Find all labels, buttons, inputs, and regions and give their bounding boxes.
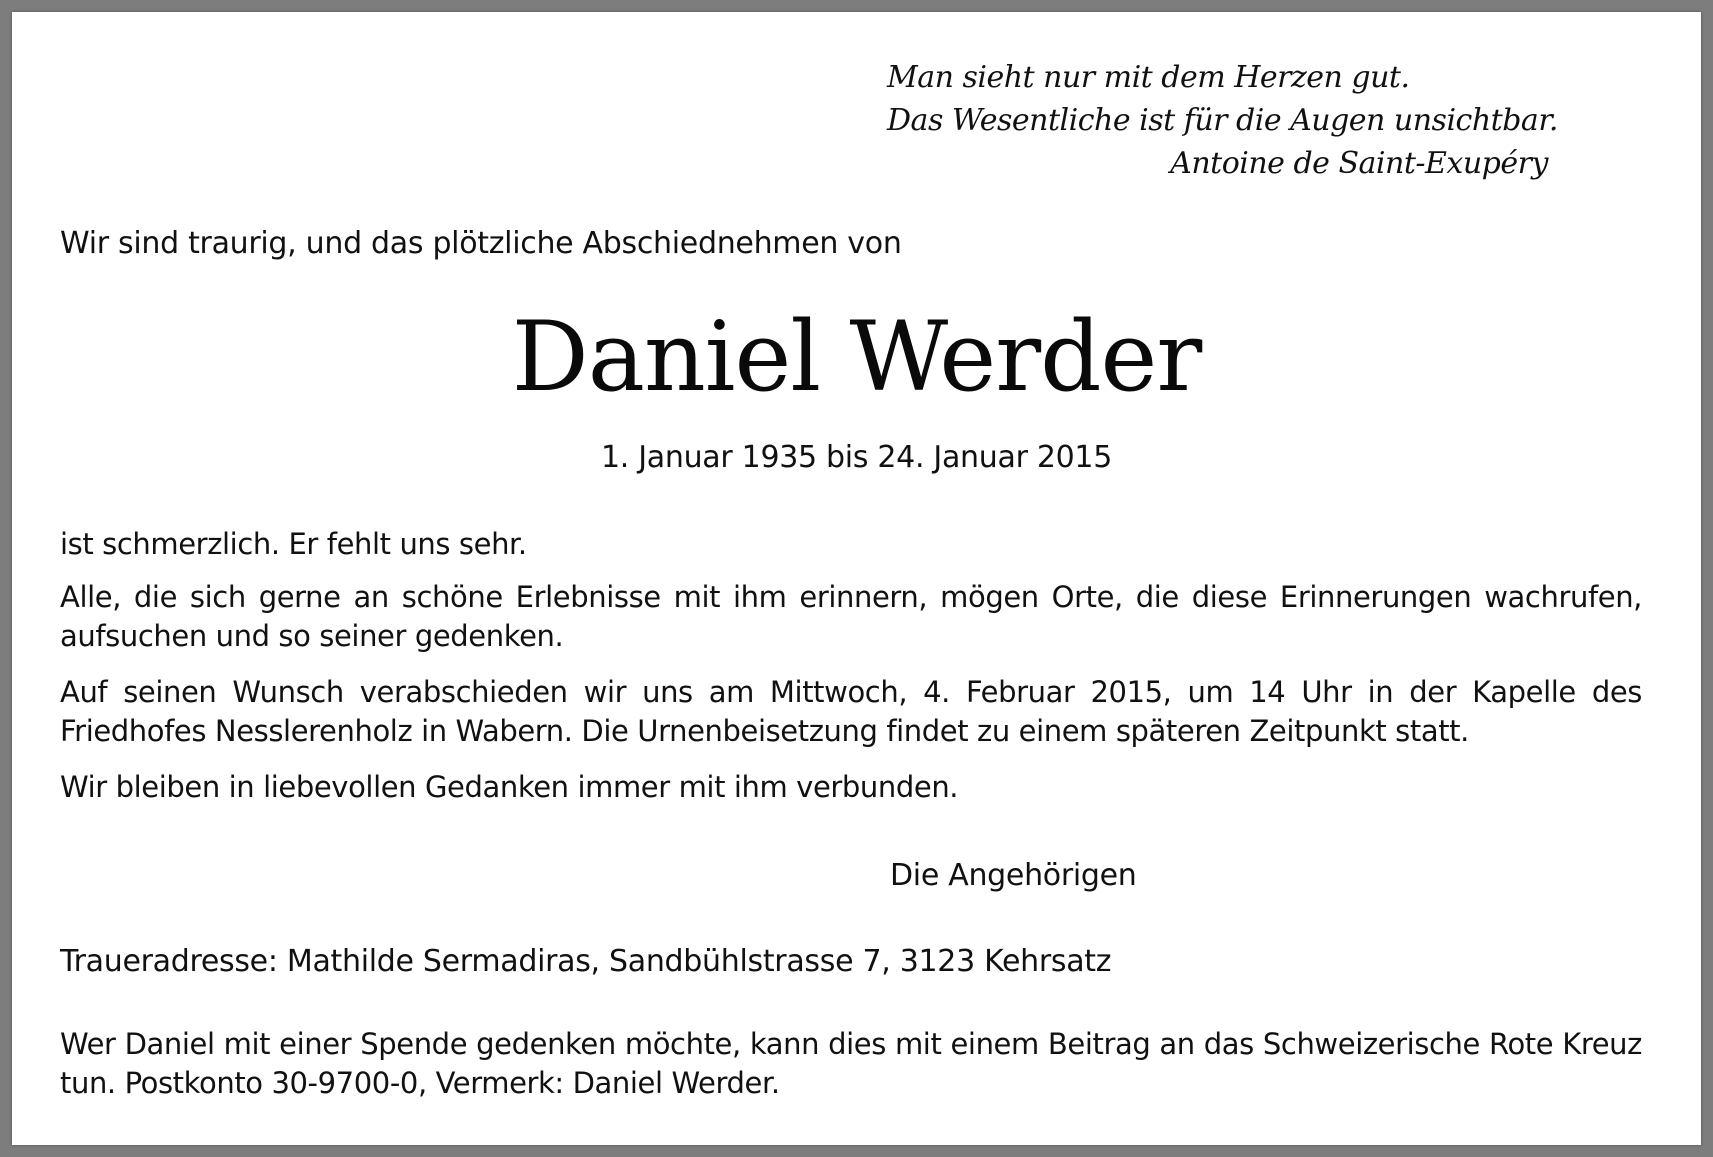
- paragraph: Wir bleiben in liebevollen Gedanken immer mit ihm verbunden.: [60, 770, 959, 804]
- paragraph: Auf seinen Wunsch verabschieden wir uns am Mittwoch, 4. Februar 2015, um 14 Uhr in der Kapelle des Friedhofes Nesslerenholz in Wabern. Die Urnenbeisetzung findet zu einem späteren Zeitpunkt statt.: [60, 675, 1642, 748]
- obituary-notice: [12, 12, 1701, 1145]
- quote-line-2: Das Wesentliche ist für die Augen unsichtbar.: [887, 103, 1558, 138]
- quote-author: Antoine de Saint-Exupéry: [1170, 146, 1548, 181]
- deceased-name: Daniel Werder: [511, 301, 1202, 413]
- mourning-address: Traueradresse: Mathilde Sermadiras, Sandbühlstrasse 7, 3123 Kehrsatz: [60, 944, 1112, 979]
- quote-line-1: Man sieht nur mit dem Herzen gut.: [887, 60, 1410, 95]
- paragraph: ist schmerzlich. Er fehlt uns sehr.: [60, 527, 527, 561]
- epigraph-quote: [887, 56, 1558, 185]
- donation-note: Wer Daniel mit einer Spende gedenken möchte, kann dies mit einem Beitrag an das Schweizerische Rote Kreuz tun. Postkonto 30-9700-0, Vermerk: Daniel Werder.: [60, 1027, 1642, 1100]
- intro-text: Wir sind traurig, und das plötzliche Abschiednehmen von: [60, 226, 902, 261]
- signature: Die Angehörigen: [890, 858, 1137, 893]
- paragraph: Alle, die sich gerne an schöne Erlebnisse mit ihm erinnern, mögen Orte, die diese Erinnerungen wachrufen, aufsuchen und so seiner gedenken.: [60, 580, 1642, 653]
- life-dates: 1. Januar 1935 bis 24. Januar 2015: [600, 440, 1112, 475]
